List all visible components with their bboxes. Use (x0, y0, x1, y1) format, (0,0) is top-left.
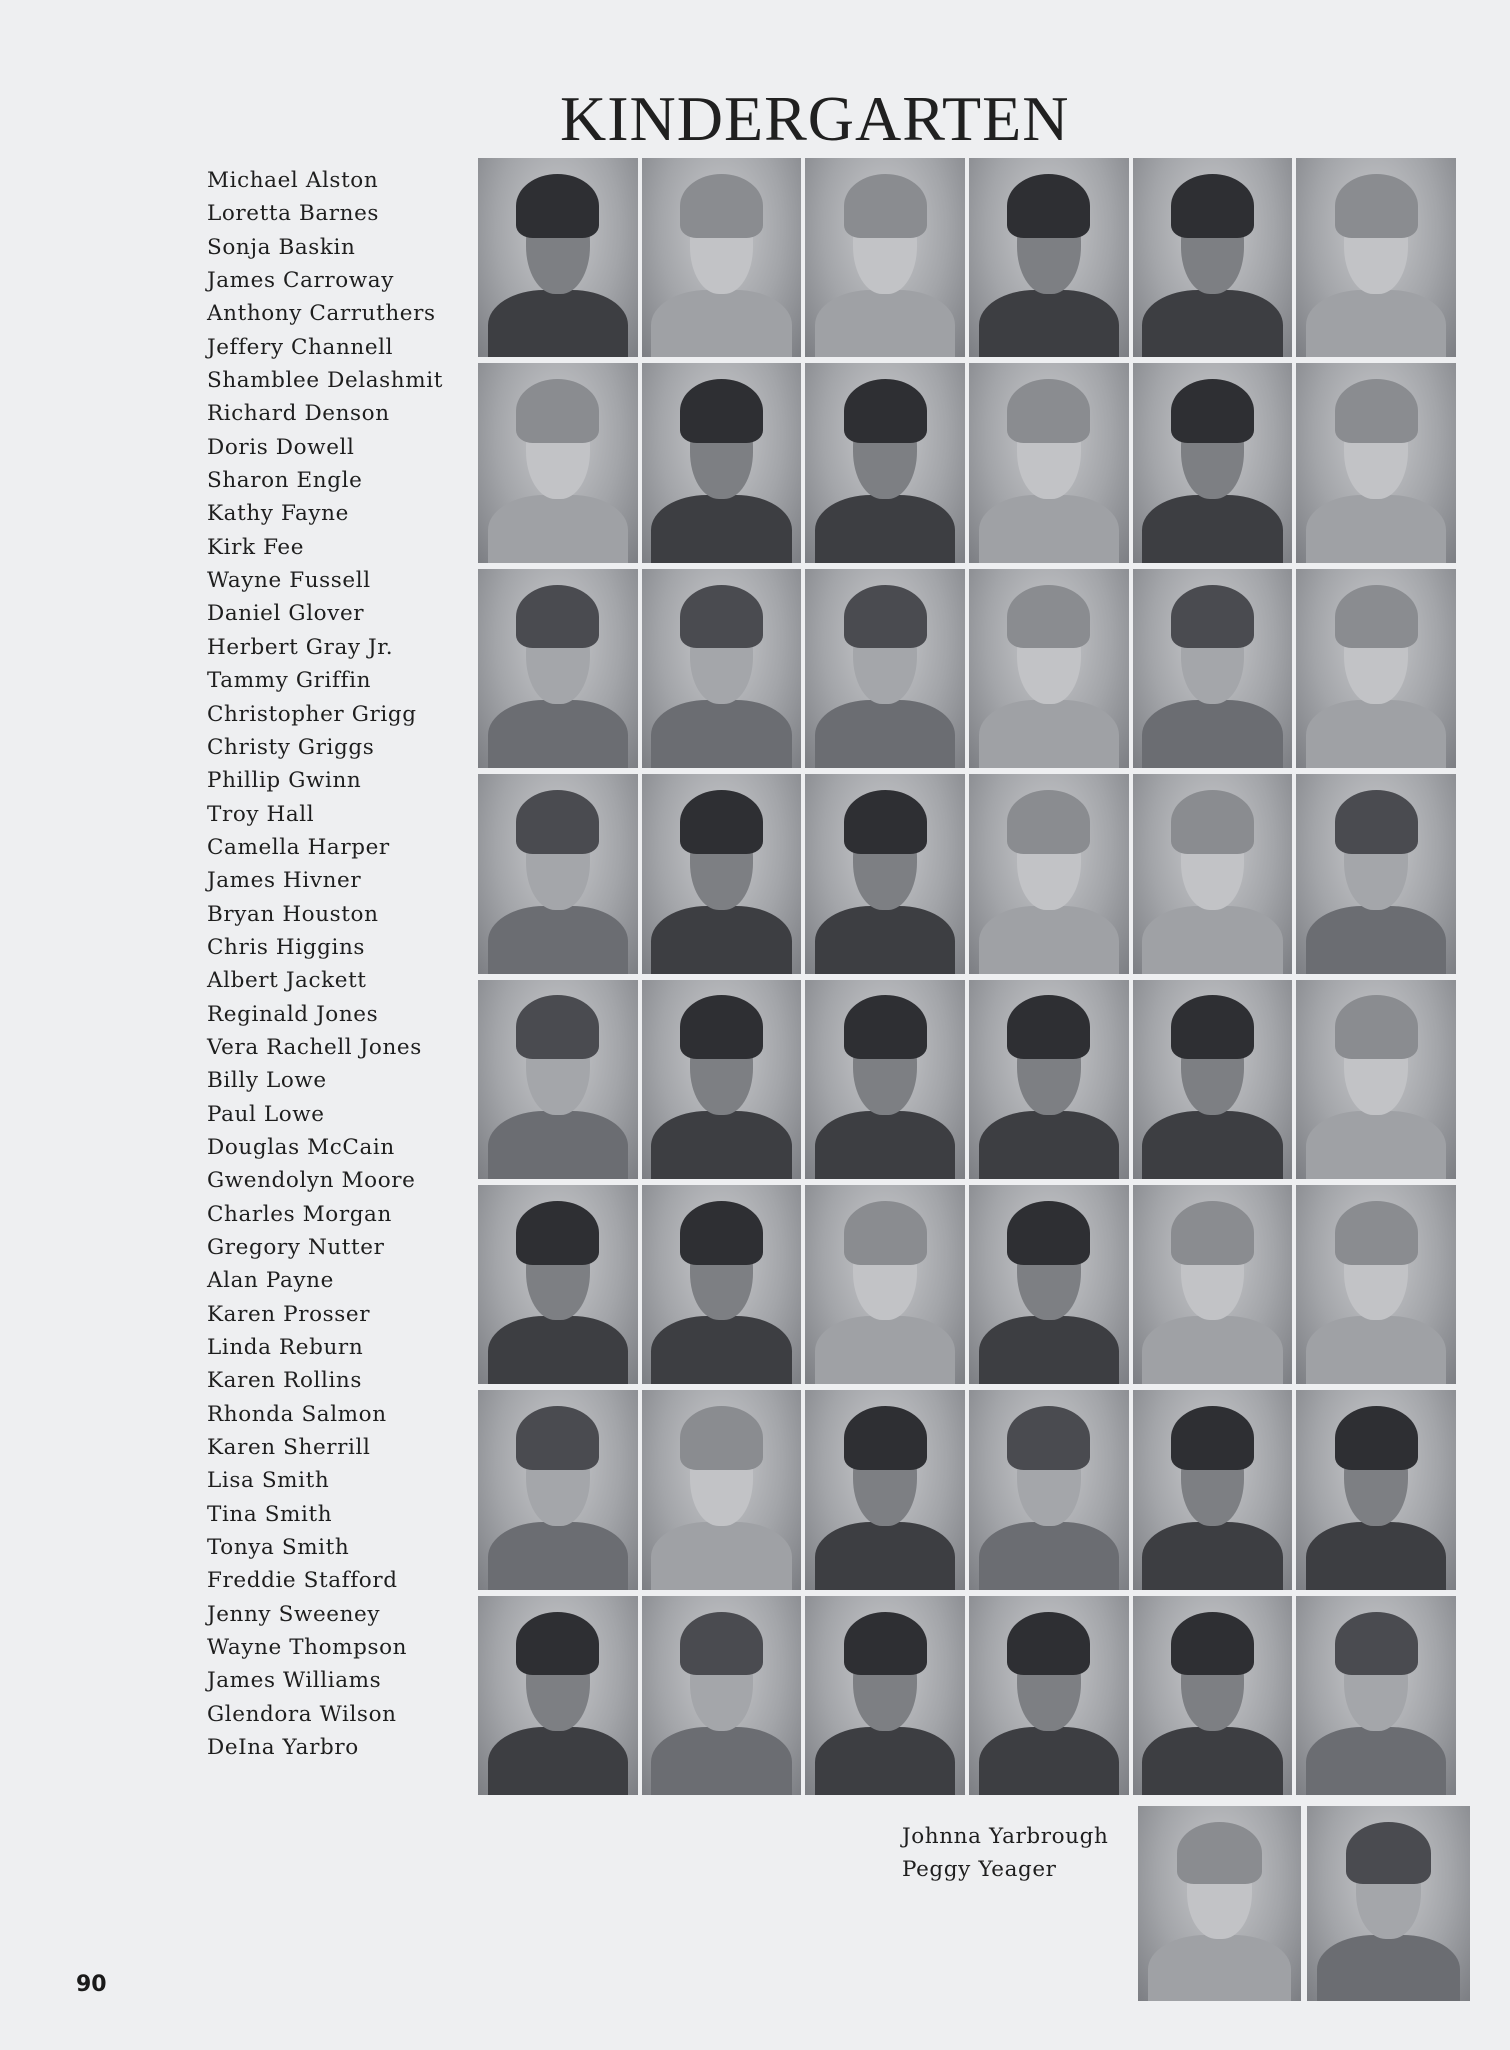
portrait-body (815, 1316, 956, 1384)
portrait-body (1306, 290, 1447, 358)
student-portrait-photo (969, 158, 1129, 357)
portrait-hair (1171, 1406, 1254, 1470)
portrait-body (815, 1727, 956, 1795)
portrait-hair (1007, 995, 1090, 1059)
portrait-hair (1335, 790, 1418, 854)
student-portrait-photo (1138, 1806, 1301, 2001)
student-name: James Williams (207, 1668, 382, 1694)
portrait-body (1142, 1522, 1283, 1590)
student-name: Camella Harper (207, 834, 390, 860)
student-name: Johnna Yarbrough (902, 1824, 1109, 1849)
student-portrait-photo (805, 774, 965, 973)
portrait-body (488, 1522, 628, 1590)
portrait-hair (1007, 1406, 1090, 1470)
student-portrait-photo (1296, 363, 1456, 562)
portrait-hair (1335, 174, 1418, 238)
student-name: Kirk Fee (207, 534, 305, 560)
student-portrait-photo (805, 1390, 965, 1589)
portrait-hair (680, 1612, 763, 1676)
portrait-body (651, 906, 792, 974)
portrait-body (815, 700, 956, 768)
portrait-hair (516, 995, 599, 1059)
portrait-hair (1335, 1612, 1418, 1676)
portrait-hair (844, 1612, 927, 1676)
portrait-body (488, 1111, 628, 1179)
student-portrait-photo (805, 1185, 965, 1384)
student-portrait-photo (969, 980, 1129, 1179)
student-name: Christopher Grigg (207, 701, 417, 727)
portrait-hair (1335, 379, 1418, 443)
portrait-hair (1335, 585, 1418, 649)
portrait-body (979, 1316, 1119, 1384)
student-portrait-photo (1296, 980, 1456, 1179)
portrait-hair (844, 174, 927, 238)
portrait-body (651, 1316, 792, 1384)
student-name: Loretta Barnes (207, 201, 380, 227)
portrait-body (1306, 1522, 1447, 1590)
portrait-hair (1171, 1612, 1254, 1676)
portrait-body (1306, 700, 1447, 768)
portrait-body (979, 1111, 1119, 1179)
portrait-hair (680, 379, 763, 443)
portrait-hair (1171, 585, 1254, 649)
student-name: Karen Sherrill (207, 1435, 371, 1461)
portrait-body (651, 290, 792, 358)
portrait-body (1148, 1935, 1291, 2001)
student-name: Sonja Baskin (207, 234, 356, 260)
portrait-body (1317, 1935, 1460, 2001)
student-name: Peggy Yeager (902, 1857, 1057, 1882)
student-name: DeIna Yarbro (207, 1735, 359, 1761)
student-portrait-photo (805, 363, 965, 562)
student-name: Alan Payne (207, 1268, 334, 1294)
student-name: Paul Lowe (207, 1101, 325, 1127)
portrait-hair (844, 790, 927, 854)
portrait-body (651, 700, 792, 768)
portrait-body (979, 495, 1119, 563)
student-name: Michael Alston (207, 168, 379, 193)
student-name-list (207, 164, 443, 1765)
student-name: Karen Prosser (207, 1301, 371, 1327)
portrait-hair (516, 1201, 599, 1265)
student-portrait-photo (1133, 1185, 1293, 1384)
portrait-body (651, 495, 792, 563)
student-name: Billy Lowe (207, 1068, 327, 1094)
portrait-body (979, 290, 1119, 358)
student-portrait-photo (1133, 1390, 1293, 1589)
student-portrait-photo (478, 158, 638, 357)
portrait-hair (844, 1201, 927, 1265)
student-name: Phillip Gwinn (207, 768, 362, 794)
student-portrait-photo (1296, 158, 1456, 357)
student-portrait-photo (1296, 1390, 1456, 1589)
portrait-body (815, 290, 956, 358)
student-name: Jeffery Channell (207, 334, 394, 360)
student-name: Tina Smith (207, 1501, 333, 1527)
student-portrait-photo (642, 363, 802, 562)
student-portrait-photo (478, 569, 638, 768)
student-portrait-photo (478, 1185, 638, 1384)
student-name: Gregory Nutter (207, 1235, 385, 1260)
student-photo-grid (478, 158, 1456, 1795)
student-name: Albert Jackett (207, 968, 367, 994)
additional-student-name-list (902, 1820, 1108, 1886)
student-portrait-photo (969, 1390, 1129, 1589)
portrait-body (488, 495, 628, 563)
portrait-hair (680, 174, 763, 238)
portrait-body (1306, 906, 1447, 974)
student-name: Richard Denson (207, 401, 390, 427)
portrait-hair (516, 379, 599, 443)
portrait-hair (680, 790, 763, 854)
portrait-hair (680, 1201, 763, 1265)
student-portrait-photo (478, 363, 638, 562)
portrait-body (1142, 1727, 1283, 1795)
portrait-body (651, 1111, 792, 1179)
portrait-body (1142, 495, 1283, 563)
portrait-hair (1335, 995, 1418, 1059)
portrait-body (1306, 1111, 1447, 1179)
portrait-hair (680, 585, 763, 649)
portrait-body (488, 1727, 628, 1795)
portrait-hair (1335, 1201, 1418, 1265)
student-portrait-photo (642, 980, 802, 1179)
student-portrait-photo (478, 980, 638, 1179)
student-portrait-photo (642, 1390, 802, 1589)
portrait-hair (1171, 174, 1254, 238)
student-portrait-photo (1296, 1185, 1456, 1384)
student-name: Jenny Sweeney (207, 1601, 381, 1627)
portrait-body (1142, 1111, 1283, 1179)
portrait-hair (516, 174, 599, 238)
portrait-body (1306, 495, 1447, 563)
portrait-hair (1171, 379, 1254, 443)
portrait-body (488, 290, 628, 358)
student-name: James Carroway (207, 268, 394, 294)
portrait-body (1142, 1316, 1283, 1384)
student-name: Douglas McCain (207, 1134, 395, 1160)
portrait-hair (844, 379, 927, 443)
student-portrait-photo (642, 1596, 802, 1795)
student-name: Tammy Griffin (207, 668, 372, 694)
portrait-body (488, 1316, 628, 1384)
student-portrait-photo (969, 1185, 1129, 1384)
portrait-body (651, 1727, 792, 1795)
student-portrait-photo (642, 1185, 802, 1384)
portrait-hair (1346, 1822, 1431, 1884)
portrait-hair (1007, 1201, 1090, 1265)
student-name: Kathy Fayne (207, 501, 349, 527)
portrait-hair (1007, 585, 1090, 649)
student-name: Sharon Engle (207, 468, 363, 494)
student-portrait-photo (478, 1596, 638, 1795)
portrait-body (979, 700, 1119, 768)
student-portrait-photo (805, 980, 965, 1179)
portrait-body (815, 1522, 956, 1590)
student-portrait-photo (478, 774, 638, 973)
portrait-hair (1335, 1406, 1418, 1470)
student-portrait-photo (1133, 980, 1293, 1179)
portrait-hair (844, 995, 927, 1059)
student-name: Lisa Smith (207, 1468, 330, 1494)
portrait-hair (1171, 790, 1254, 854)
student-name: Chris Higgins (207, 934, 366, 960)
portrait-hair (1171, 995, 1254, 1059)
student-portrait-photo (1133, 1596, 1293, 1795)
portrait-hair (516, 1612, 599, 1676)
student-name: Charles Morgan (207, 1201, 392, 1227)
student-name: Wayne Thompson (207, 1635, 408, 1661)
additional-student-photos (1138, 1806, 1470, 2001)
student-portrait-photo (969, 1596, 1129, 1795)
student-name: Anthony Carruthers (207, 301, 436, 327)
page-number: 90 (76, 1972, 107, 1997)
student-name: Rhonda Salmon (207, 1401, 387, 1427)
portrait-body (1306, 1727, 1447, 1795)
student-name: James Hivner (207, 868, 362, 894)
student-name: Tonya Smith (207, 1535, 350, 1561)
portrait-body (815, 906, 956, 974)
student-portrait-photo (642, 158, 802, 357)
portrait-hair (516, 790, 599, 854)
student-portrait-photo (1296, 774, 1456, 973)
portrait-body (815, 495, 956, 563)
student-name: Herbert Gray Jr. (207, 634, 394, 660)
portrait-body (1142, 290, 1283, 358)
student-portrait-photo (969, 363, 1129, 562)
student-portrait-photo (478, 1390, 638, 1589)
student-portrait-photo (1296, 569, 1456, 768)
portrait-hair (844, 585, 927, 649)
portrait-body (651, 1522, 792, 1590)
student-portrait-photo (642, 774, 802, 973)
student-name: Freddie Stafford (207, 1568, 398, 1594)
student-name: Karen Rollins (207, 1368, 363, 1394)
student-portrait-photo (1133, 158, 1293, 357)
student-name: Troy Hall (207, 801, 315, 827)
portrait-hair (1007, 174, 1090, 238)
portrait-body (488, 906, 628, 974)
portrait-body (979, 1522, 1119, 1590)
student-name: Glendora Wilson (207, 1701, 397, 1727)
student-name: Daniel Glover (207, 601, 365, 627)
student-name: Gwendolyn Moore (207, 1168, 416, 1194)
student-name: Shamblee Delashmit (207, 368, 443, 394)
portrait-hair (680, 995, 763, 1059)
student-portrait-photo (969, 774, 1129, 973)
portrait-body (1142, 700, 1283, 768)
portrait-body (979, 906, 1119, 974)
student-name: Doris Dowell (207, 434, 355, 460)
student-portrait-photo (969, 569, 1129, 768)
portrait-body (1306, 1316, 1447, 1384)
portrait-body (488, 700, 628, 768)
student-portrait-photo (1307, 1806, 1470, 2001)
portrait-body (1142, 906, 1283, 974)
student-name: Bryan Houston (207, 901, 379, 927)
portrait-hair (1007, 790, 1090, 854)
portrait-hair (1177, 1822, 1262, 1884)
portrait-hair (1007, 1612, 1090, 1676)
portrait-hair (680, 1406, 763, 1470)
portrait-body (815, 1111, 956, 1179)
student-portrait-photo (1133, 569, 1293, 768)
student-portrait-photo (1296, 1596, 1456, 1795)
portrait-hair (1171, 1201, 1254, 1265)
student-portrait-photo (1133, 363, 1293, 562)
student-portrait-photo (642, 569, 802, 768)
student-name: Linda Reburn (207, 1335, 364, 1361)
portrait-hair (1007, 379, 1090, 443)
student-portrait-photo (805, 569, 965, 768)
student-name: Reginald Jones (207, 1001, 379, 1027)
portrait-hair (516, 1406, 599, 1470)
portrait-hair (516, 585, 599, 649)
portrait-body (979, 1727, 1119, 1795)
page-title: KINDERGARTEN (560, 83, 1070, 154)
portrait-hair (844, 1406, 927, 1470)
student-portrait-photo (1133, 774, 1293, 973)
student-name: Vera Rachell Jones (207, 1034, 422, 1060)
student-portrait-photo (805, 158, 965, 357)
student-name: Wayne Fussell (207, 568, 371, 594)
student-name: Christy Griggs (207, 734, 375, 760)
student-portrait-photo (805, 1596, 965, 1795)
